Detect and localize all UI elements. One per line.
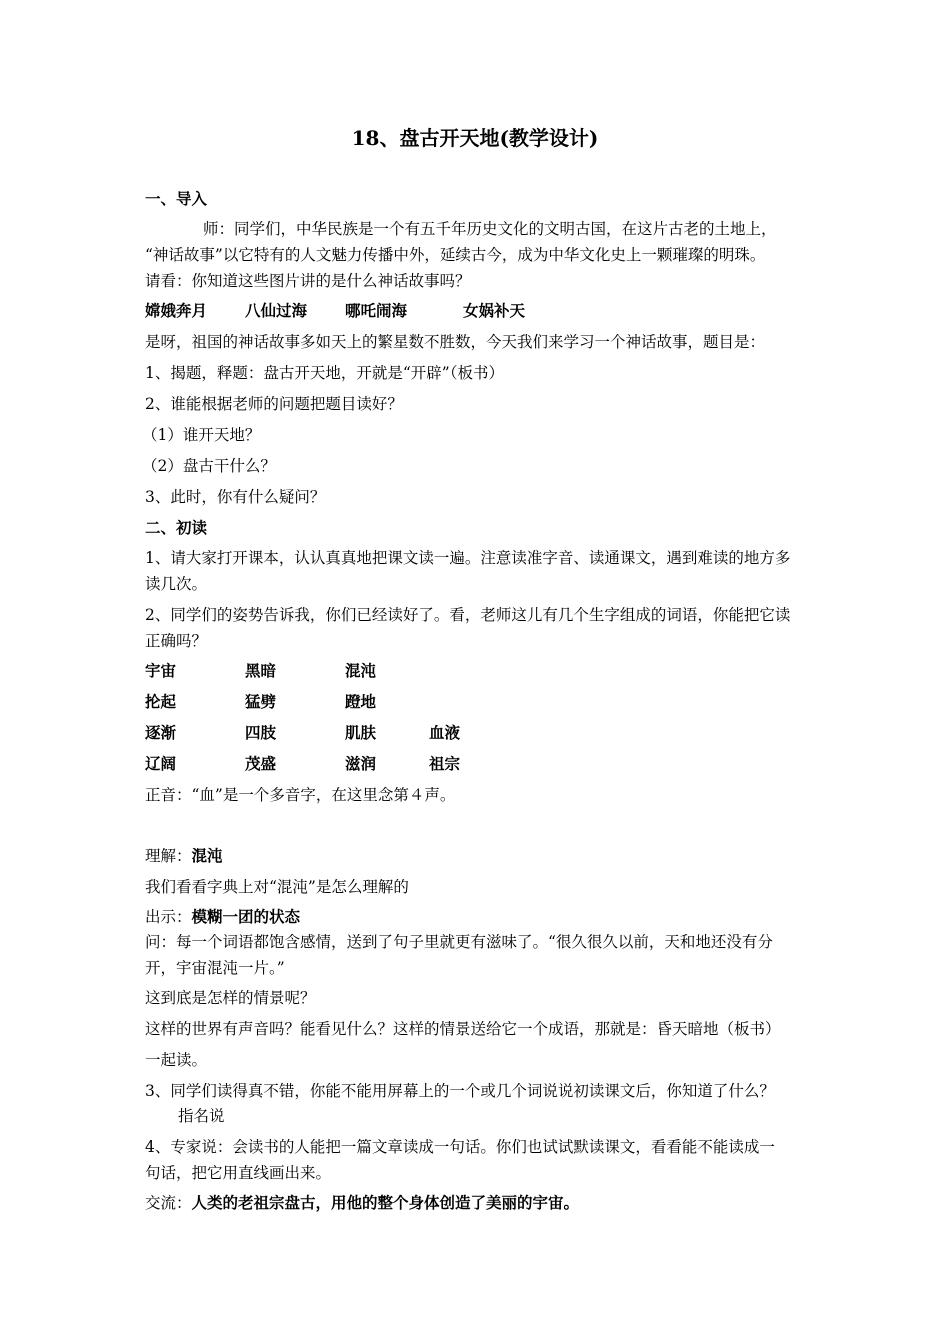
paragraph: 师：同学们，中华民族是一个有五千年历史文化的文明古国，在这片古老的土地上，: [203, 220, 777, 238]
paragraph: 问：每一个词语都饱含感情，送到了句子里就更有滋味了。“很久很久以前，天和地还没有分: [145, 933, 773, 951]
paragraph: 3、同学们读得真不错，你能不能用屏幕上的一个或几个词说说初读课文后，你知道了什么？: [145, 1082, 775, 1100]
label: 交流：: [145, 1194, 192, 1212]
paragraph: 这到底是怎样的情景呢？: [145, 989, 316, 1007]
document-title: 18、盘古开天地(教学设计): [351, 126, 599, 150]
paragraph: 一起读。: [145, 1051, 208, 1069]
paragraph: 2、谁能根据老师的问题把题目读好？: [145, 395, 403, 413]
vocab-word: 宇宙: [145, 661, 177, 680]
story-name: 女娲补天: [463, 301, 526, 320]
vocab-word: 血液: [429, 723, 461, 742]
vocab-word: 抡起: [145, 692, 177, 711]
paragraph: 开，宇宙混沌一片。”: [145, 959, 285, 977]
paragraph: 是呀，祖国的神话故事多如天上的繁星数不胜数，今天我们来学习一个神话故事，题目是：: [145, 333, 766, 351]
paragraph: 3、此时，你有什么疑问？: [145, 488, 326, 506]
paragraph: “神话故事”以它特有的人文魅力传播中外，延续古今，成为中华文化史上一颗璀璨的明珠。: [145, 246, 766, 264]
paragraph: 2、同学们的姿势告诉我，你们已经读好了。看，老师这儿有几个生字组成的词语，你能把它读: [145, 606, 791, 624]
key-word: 混沌: [191, 846, 223, 865]
summary-sentence: 人类的老祖宗盘古，用他的整个身体创造了美丽的宇宙。: [191, 1193, 580, 1212]
vocab-word: 逐渐: [145, 723, 177, 742]
vocab-word: 蹬地: [345, 692, 377, 711]
paragraph: 正音：“血”是一个多音字，在这里念第４声。: [145, 786, 456, 804]
story-name: 哪吒闹海: [345, 301, 408, 320]
paragraph: 读几次。: [145, 575, 208, 593]
paragraph: 正确吗？: [145, 632, 208, 650]
vocab-word: 黑暗: [245, 661, 277, 680]
vocab-word: 肌肤: [345, 723, 377, 742]
vocab-word: 四肢: [245, 723, 277, 742]
paragraph: 4、专家说：会读书的人能把一篇文章读成一句话。你们也试试默读课文，看看能不能读成一: [145, 1138, 775, 1156]
label: 理解：: [145, 847, 192, 865]
display-line: [145, 907, 300, 927]
vocab-word: 茂盛: [245, 754, 277, 773]
paragraph: 1、请大家打开课本，认认真真地把课文读一遍。注意读准字音、读通课文，遇到难读的地方多: [145, 549, 791, 567]
paragraph: 我们看看字典上对“混沌”是怎么理解的: [145, 878, 409, 896]
paragraph: （1）谁开天地？: [142, 426, 261, 444]
label: 出示：: [145, 908, 192, 926]
paragraph: 这样的世界有声音吗？能看见什么？这样的情景送给它一个成语，那就是：昏天暗地（板书）: [145, 1020, 781, 1038]
exchange-line: [145, 1193, 579, 1213]
paragraph: （2）盘古干什么？: [142, 457, 276, 475]
definition: 模糊一团的状态: [191, 907, 301, 926]
paragraph: 句话，把它用直线画出来。: [145, 1164, 332, 1182]
paragraph: 1、揭题，释题：盘古开天地，开就是“开辟”（板书）: [145, 364, 504, 382]
story-name: 八仙过海: [245, 301, 308, 320]
paragraph: 指名说: [178, 1107, 225, 1125]
vocab-word: 祖宗: [429, 754, 461, 773]
section-heading-intro: 一、导入: [145, 189, 208, 208]
understanding-line: [145, 846, 223, 866]
vocab-word: 混沌: [345, 661, 377, 680]
vocab-word: 滋润: [345, 754, 377, 773]
vocab-word: 辽阔: [145, 754, 177, 773]
paragraph: 请看：你知道这些图片讲的是什么神话故事吗？: [145, 272, 471, 290]
story-name: 嫦娥奔月: [145, 301, 208, 320]
section-heading-first-reading: 二、初读: [145, 518, 208, 537]
vocab-word: 猛劈: [245, 692, 277, 711]
